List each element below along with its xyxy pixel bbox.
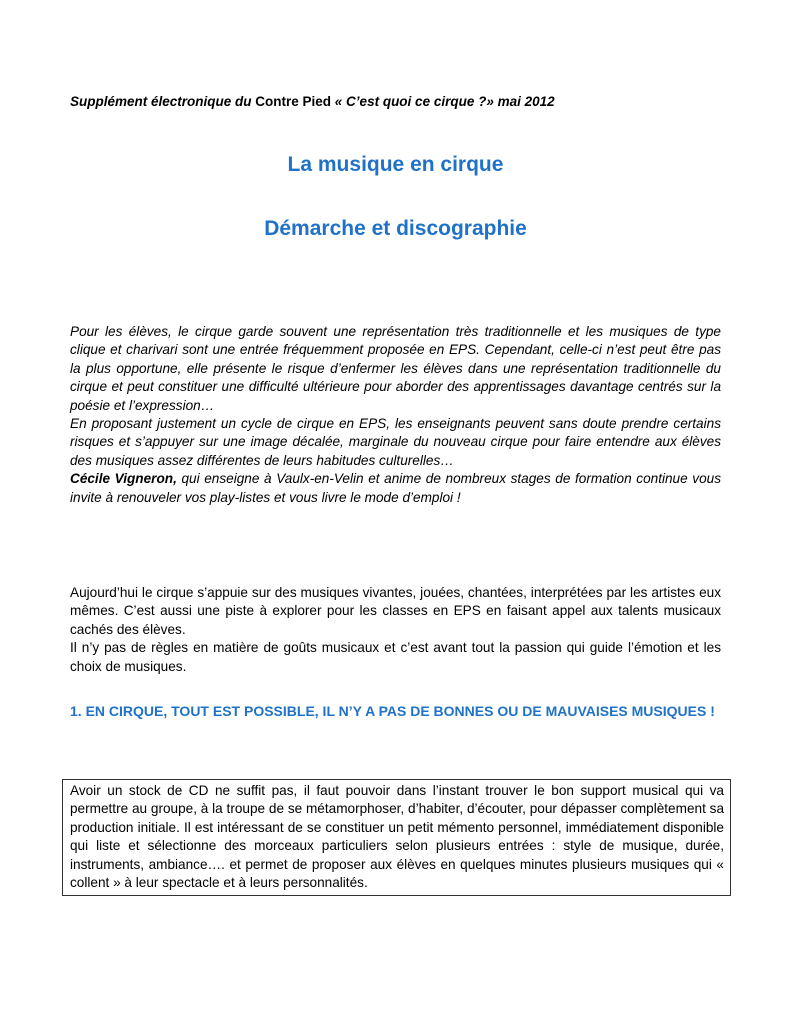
intro-paragraph: Pour les élèves, le cirque garde souvent une représentation très traditionnelle et les musiques de type clique et charivari sont une entrée fréquemment proposée en EPS. Cependant, celle-ci n’est peut être pas la plus opportune, elle présente le risque d’enfermer les élèves dans une représentation traditionnelle du cirque et peut constituer une difficulté ultérieure pour aborder des apprentissages davantage centrés sur la poésie et l’expression… bbox=[70, 324, 721, 413]
section-heading: 1. EN CIRQUE, TOUT EST POSSIBLE, IL N’Y A PAS DE BONNES OU DE MAUVAISES MUSIQUES ! bbox=[70, 703, 715, 719]
supplement-issue: « C’est quoi ce cirque ?» mai 2012 bbox=[334, 94, 555, 109]
publication-name: Contre Pied bbox=[251, 94, 335, 109]
boxed-note: Avoir un stock de CD ne suffit pas, il faut pouvoir dans l’instant trouver le bon support musical qui va permettre au groupe, à la troupe de se métamorphoser, d’habiter, d’écouter, pour dépasser complètement sa production initiale. Il est intéressant de se constituer un petit mémento personnel, immédiatement disponible qui liste et sélectionne des morceaux particuliers selon plusieurs entrées : style de musique, durée, instruments, ambiance…. et permet de proposer aux élèves en quelques minutes plusieurs musiques qui « collent » à leur spectacle et à leurs personnalités. bbox=[62, 779, 731, 896]
author-name: Cécile Vigneron, bbox=[70, 471, 177, 487]
intro-text bbox=[70, 323, 721, 507]
page-title: La musique en cirque bbox=[287, 153, 504, 176]
supplement-prefix: Supplément électronique du bbox=[70, 94, 252, 109]
supplement-line bbox=[70, 94, 720, 109]
intro-paragraph: En proposant justement un cycle de cirque en EPS, les enseignants peuvent sans doute prendre certains risques et s’appuyer sur une image décalée, marginale du nouveau cirque pour faire entendre aux élèves des musiques assez différentes de leurs habitudes culturelles… bbox=[70, 416, 721, 468]
page-subtitle: Démarche et discographie bbox=[264, 217, 527, 240]
intro-author-paragraph bbox=[70, 470, 721, 507]
body-text bbox=[70, 584, 721, 676]
body-paragraph: Aujourd’hui le cirque s’appuie sur des musiques vivantes, jouées, chantées, interprétées par les artistes eux mêmes. C’est aussi une piste à explorer pour les classes en EPS en faisant appel aux talents musicaux cachés des élèves. bbox=[70, 585, 721, 637]
author-description: qui enseigne à Vaulx-en-Velin et anime de nombreux stages de formation continue vous invite à renouveler vos play-listes et vous livre le mode d’emploi ! bbox=[70, 471, 722, 505]
body-paragraph: Il n’y pas de règles en matière de goûts musicaux et c’est avant tout la passion qui guide l’émotion et les choix de musiques. bbox=[70, 640, 721, 674]
